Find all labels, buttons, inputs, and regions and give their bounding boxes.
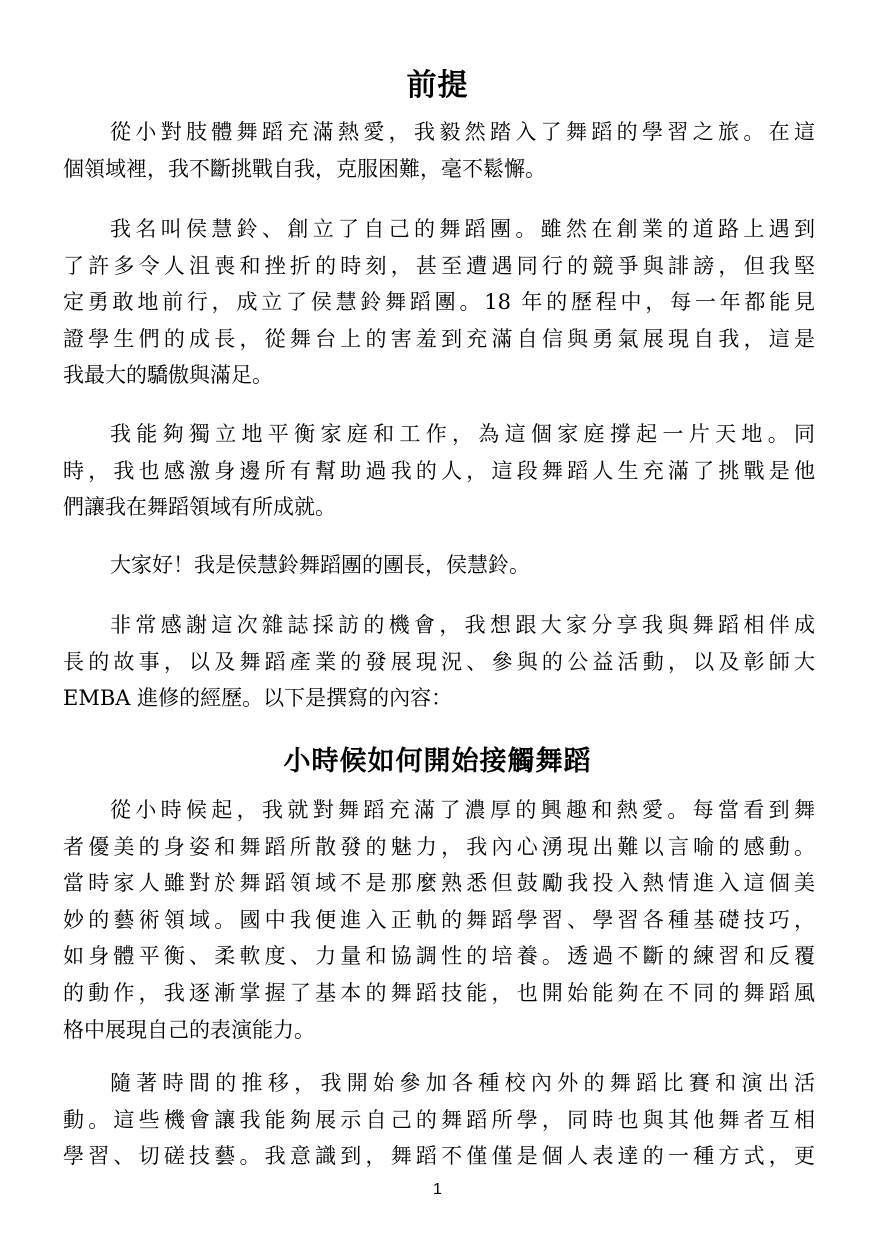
paragraph-childhood-start <box>63 792 815 1048</box>
paragraph-line: 當時家人雖對於舞蹈領域不是那麼熟悉但鼓勵我投入熱情進入這個美 <box>63 871 815 896</box>
paragraph-line: 我名叫侯慧鈴、創立了自己的舞蹈團。雖然在創業的道路上遇到 <box>110 217 815 241</box>
paragraph-intro-passion <box>63 114 815 187</box>
paragraph-line: 個領域裡，我不斷挑戰自我，克服困難，毫不鬆懈。 <box>63 156 546 181</box>
paragraph-line: 非常感謝這次雜誌採訪的機會，我想跟大家分享我與舞蹈相伴成 <box>110 613 815 637</box>
paragraph-founding-studio <box>63 211 815 394</box>
paragraph-line: 證學生們的成長，從舞台上的害羞到充滿自信與勇氣展現自我，這是 <box>63 326 815 351</box>
paragraph-line: 如身體平衡、柔軟度、力量和協調性的培養。透過不斷的練習和反覆 <box>63 944 815 969</box>
paragraph-family-balance <box>63 416 815 526</box>
paragraph-line: 動。這些機會讓我能夠展示自己的舞蹈所學，同時也與其他舞者互相 <box>63 1107 815 1132</box>
paragraph-line: 者優美的身姿和舞蹈所散發的魅力，我內心湧現出難以言喻的感動。 <box>63 834 815 859</box>
paragraph-line: 學習、切磋技藝。我意識到，舞蹈不僅僅是個人表達的一種方式，更 <box>63 1144 815 1169</box>
paragraph-line: 的動作，我逐漸掌握了基本的舞蹈技能，也開始能夠在不同的舞蹈風 <box>63 980 815 1005</box>
paragraph-line: 定勇敢地前行，成立了侯慧鈴舞蹈團。18 年的歷程中，每一年都能見 <box>63 290 815 315</box>
paragraph-line: 從小時候起，我就對舞蹈充滿了濃厚的興趣和熱愛。每當看到舞 <box>110 798 815 822</box>
paragraph-line: 隨著時間的推移，我開始參加各種校內外的舞蹈比賽和演出活 <box>110 1071 815 1095</box>
paragraph-greeting <box>63 547 815 584</box>
paragraph-line: 我能夠獨立地平衡家庭和工作，為這個家庭撐起一片天地。同 <box>110 422 815 446</box>
paragraph-line: 我最大的驕傲與滿足。 <box>63 363 273 388</box>
paragraph-interview-thanks <box>63 607 815 717</box>
paragraph-competitions <box>63 1065 815 1175</box>
paragraph-line: 大家好！我是侯慧鈴舞蹈團的團長，侯慧鈴。 <box>110 553 530 577</box>
paragraph-line: 們讓我在舞蹈領域有所成就。 <box>63 495 336 520</box>
paragraph-line: EMBA 進修的經歷。以下是撰寫的內容： <box>63 686 453 711</box>
paragraph-line: 從小對肢體舞蹈充滿熱愛，我毅然踏入了舞蹈的學習之旅。在這 <box>110 120 815 144</box>
paragraph-line: 時，我也感激身邊所有幫助過我的人，這段舞蹈人生充滿了挑戰是他 <box>63 458 815 483</box>
paragraph-line: 長的故事，以及舞蹈產業的發展現況、參與的公益活動，以及彰師大 <box>63 649 815 674</box>
page-number: 1 <box>433 1181 442 1198</box>
paragraph-line: 了許多令人沮喪和挫折的時刻，甚至遭遇同行的競爭與誹謗，但我堅 <box>63 253 815 278</box>
paragraph-line: 妙的藝術領域。國中我便進入正軌的舞蹈學習、學習各種基礎技巧， <box>63 907 815 932</box>
section-heading-premise: 前提 <box>406 68 469 103</box>
section-heading-childhood: 小時候如何開始接觸舞蹈 <box>283 746 592 777</box>
paragraph-line: 格中展現自己的表演能力。 <box>63 1017 315 1042</box>
